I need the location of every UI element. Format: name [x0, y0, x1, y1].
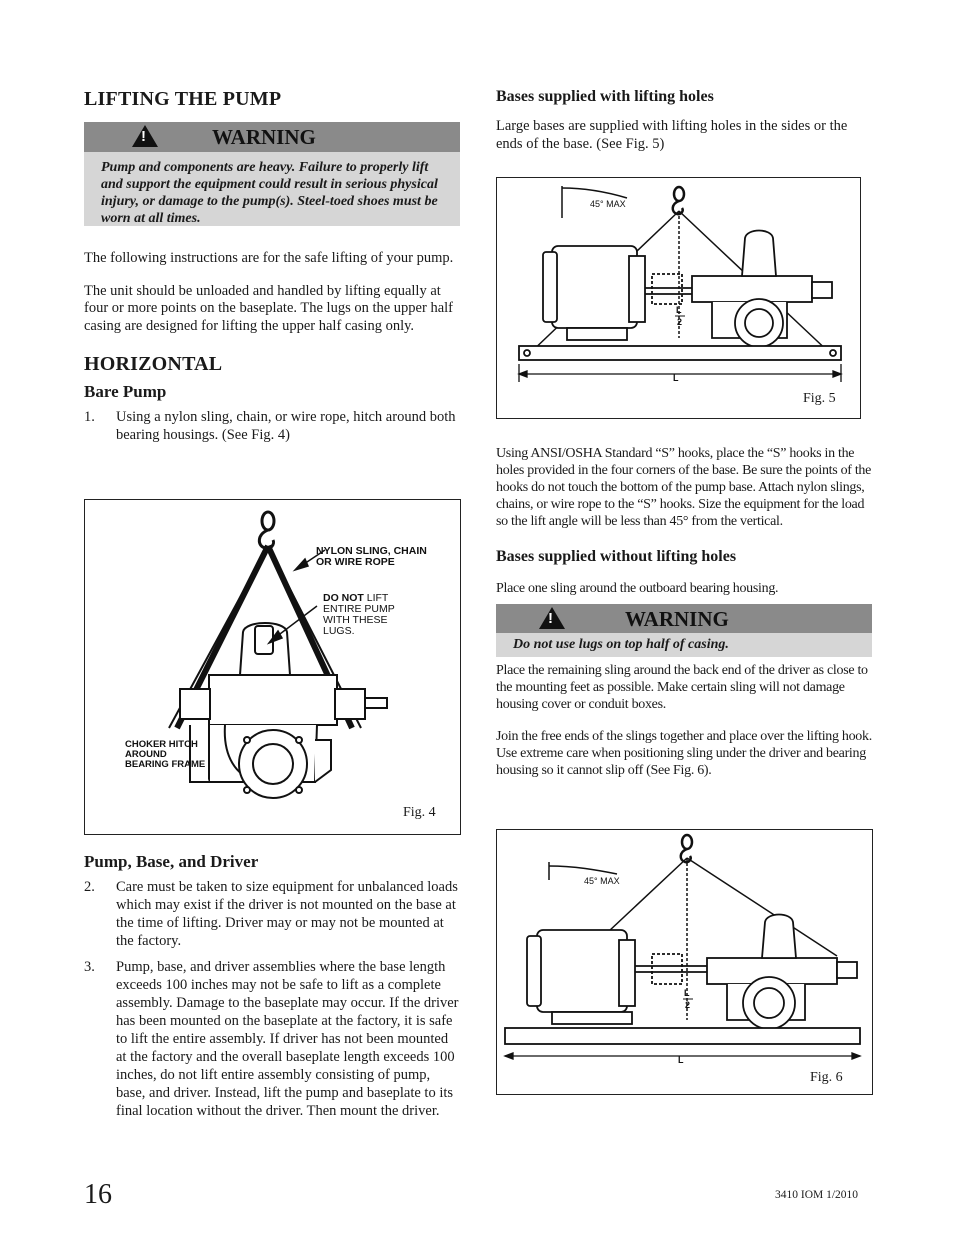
pump-drawing	[707, 915, 857, 1030]
warning-title: WARNING	[212, 125, 316, 149]
fig5-half-length-den: 2	[677, 317, 683, 327]
fig6-half-length-num: L	[684, 988, 690, 998]
fig5-half-length-num: L	[676, 305, 682, 315]
subheading-no-lifting-holes: Bases supplied without lifting holes	[496, 548, 737, 565]
fig4-callout-lugs-3: WITH THESE	[323, 614, 388, 626]
warning-box	[84, 122, 460, 226]
lifting-hook-icon	[673, 187, 684, 214]
base-drawing	[519, 346, 841, 360]
document-id: 3410 IOM 1/2010	[775, 1189, 859, 1201]
figure-4-drawing	[85, 500, 460, 834]
fig4-callout-sling-1: NYLON SLING, CHAIN	[316, 545, 427, 557]
fig4-callout-choker-3: BEARING FRAME	[125, 759, 206, 770]
subheading-pump-base-driver: Pump, Base, and Driver	[84, 852, 259, 871]
warning-box	[496, 604, 872, 657]
pump-drawing	[692, 231, 832, 348]
warning-triangle-icon: !	[539, 607, 565, 629]
fig5-angle-label: 45° MAX	[590, 199, 626, 209]
figure-5-drawing	[497, 178, 860, 418]
intro-paragraph: The following instructions are for the safe lifting of your pump.	[84, 250, 454, 266]
fig6-length-label: L	[678, 1055, 684, 1065]
fig4-label: Fig. 4	[403, 805, 436, 820]
right-column	[496, 86, 872, 153]
left-column	[84, 86, 460, 444]
fig4-callout-lugs-4: LUGS.	[323, 625, 355, 637]
figure-5	[496, 177, 861, 419]
motor-drawing	[527, 930, 707, 1024]
outboard-sling-paragraph: Place one sling around the outboard bearing housing.	[496, 581, 779, 596]
fig4-callout-lugs-1: DO NOT LIFT	[323, 592, 389, 604]
left-column-lower	[84, 852, 460, 1120]
list-item: 3. Pump, base, and driver assemblies where the base length exceeds 100 inches may not be safe to lift as a complete assembly. Damage to the baseplate may occur. If the driver has been mounted on the baseplate at the factory, it is safe to lift the entire assembly. If driver has not been mounted at the factory and the overall baseplate length exceeds 100 inches, do not lift entire assembly consisting of pump, base, and driver. Instead, lift the pump and baseplate to its final location without the driver. Then mount the driver.	[84, 959, 459, 1119]
fig4-callout-lugs-2: ENTIRE PUMP	[323, 603, 395, 615]
lifting-holes-paragraph: Large bases are supplied with lifting holes in the sides or the ends of the base. (See Fig. 5)	[496, 118, 848, 152]
fig6-angle-label: 45° MAX	[584, 876, 620, 886]
base-drawing	[505, 1028, 860, 1044]
figure-4	[84, 499, 461, 835]
bare-pump-list	[84, 408, 460, 444]
subheading-lifting-holes: Bases supplied with lifting holes	[496, 88, 714, 105]
warning-text: Pump and components are heavy. Failure to properly lift and support the equipment could result in serious physical injury, or damage to the pump(s). Steel-toed shoes must be worn at all times.	[101, 160, 438, 226]
unload-paragraph: The unit should be unloaded and handled by lifting equally at four or more points on the baseplate. The lugs on the upper half casing are designed for lifting the upper half casing only.	[84, 282, 453, 334]
warning-header	[496, 604, 872, 633]
figure-6	[496, 829, 873, 1095]
motor-drawing	[543, 246, 692, 340]
warning-header	[84, 122, 460, 152]
warning-text: Do not use lugs on top half of casing.	[513, 637, 729, 652]
fig4-callout-sling-2: OR WIRE ROPE	[316, 556, 395, 568]
list-item: 1. Using a nylon sling, chain, or wire rope, hitch around both bearing housings. (See Fig. 4)	[84, 409, 456, 443]
lifting-hook-icon	[259, 512, 274, 548]
section-title-horizontal: HORIZONTAL	[84, 353, 223, 375]
fig4-callout-choker-2: AROUND	[125, 749, 167, 760]
fig6-label: Fig. 6	[810, 1070, 843, 1085]
right-column-middle	[496, 445, 872, 779]
page-number: 16	[84, 1179, 112, 1210]
warning-title: WARNING	[625, 607, 729, 631]
fig5-length-label: L	[673, 373, 679, 383]
fig4-callout-choker-1: CHOKER HITCH	[125, 739, 198, 750]
pump-base-driver-list	[84, 878, 460, 1120]
subheading-bare-pump: Bare Pump	[84, 382, 167, 401]
section-title-lifting: LIFTING THE PUMP	[84, 88, 282, 110]
warning-triangle-icon: !	[132, 125, 158, 147]
remaining-sling-paragraph: Place the remaining sling around the back end of the driver as close to the mounting feet as possible. Make certain sling will not damage housing cover or conduit boxes.	[496, 663, 868, 712]
s-hooks-paragraph: Using ANSI/OSHA Standard “S” hooks, place the “S” hooks in the holes provided in the four corners of the base. Be sure the points of the hooks do not touch the bottom of the pump base. Attach nylon slings, chains, or wire rope to the “S” hooks. Size the equipment for the load so the lift angle will be less than 45° from the vertical.	[496, 446, 872, 529]
join-slings-paragraph: Join the free ends of the slings together and place over the lifting hook. Use extreme care when positioning sling under the driver and bearing housing so it cannot slip off (See Fig. 6).	[496, 729, 872, 778]
fig6-half-length-den: 2	[685, 1000, 691, 1010]
list-item: 2. Care must be taken to size equipment for unbalanced loads which may exist if the driver is not mounted on the base at the time of lifting. Driver may or may not be mounted at the factory.	[84, 879, 458, 949]
fig5-label: Fig. 5	[803, 391, 836, 406]
figure-6-drawing	[497, 830, 872, 1094]
